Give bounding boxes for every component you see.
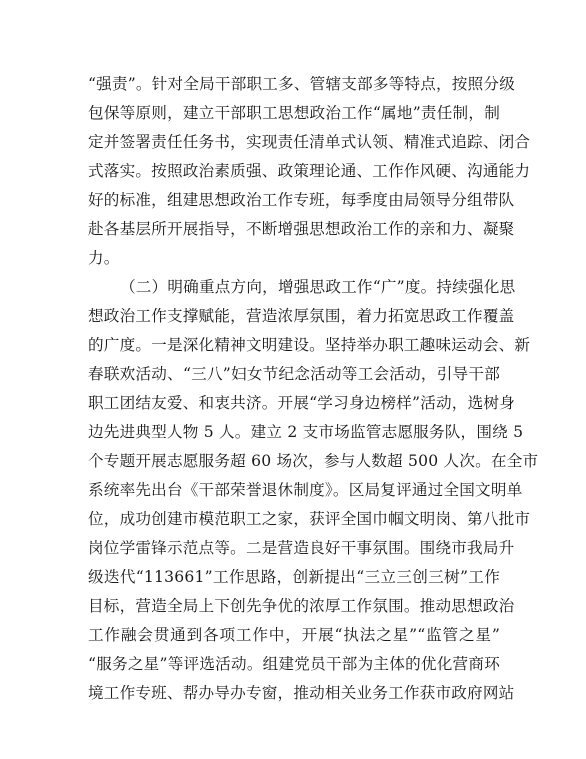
text-line: “服务之星”等评选活动。组建党员干部为主体的优化营商环 (88, 655, 500, 673)
text-line: 的广度。一是深化精神文明建设。坚持举办职工趣味运动会、新 (88, 336, 531, 354)
text-line: 好的标准，组建思想政治工作专班，每季度由局领导分组带队 (88, 191, 515, 209)
text-line: 个专题开展志愿服务超 60 场次，参与人数超 500 人次。在全市 (88, 452, 539, 470)
text-line: 力。 (88, 249, 120, 267)
text-line: “强责”。针对全局干部职工多、管辖支部多等特点，按照分级 (88, 75, 515, 93)
text-line: 境工作专班、帮办导办专窗，推动相关业务工作获市政府网站 (88, 684, 515, 702)
text-line: 系统率先出台《干部荣誉退休制度》。区局复评通过全国文明单 (88, 481, 523, 499)
text-line: 级迭代“113661”工作思路，创新提出“三立三创三树”工作 (88, 568, 500, 586)
text-line: 目标，营造全局上下创先争优的浓厚工作氛围。推动思想政治 (88, 597, 515, 615)
text-line: 想政治工作支撑赋能，营造浓厚氛围，着力拓宽思政工作覆盖 (88, 307, 515, 325)
text-line: 包保等原则，建立干部职工思想政治工作“属地”责任制，制 (88, 104, 500, 122)
text-line: 边先进典型人物 5 人。建立 2 支市场监管志愿服务队，围绕 5 (88, 423, 524, 441)
text-line: 赴各基层所开展指导，不断增强思想政治工作的亲和力、凝聚 (88, 220, 515, 238)
text-line: 春联欢活动、“三八”妇女节纪念活动等工会活动，引导干部 (88, 365, 500, 383)
text-line: 定并签署责任任务书，实现责任清单式认领、精准式追踪、闭合 (88, 133, 531, 151)
section-heading-line: （二）明确重点方向，增强思政工作“广”度。持续强化思 (120, 278, 516, 296)
text-line: 式落实。按照政治素质强、政策理论通、工作作风硬、沟通能力 (88, 162, 531, 180)
text-line: 工作融会贯通到各项工作中，开展“执法之星”“监管之星” (88, 626, 500, 644)
text-line: 职工团结友爱、和衷共济。开展“学习身边榜样”活动，选树身 (88, 394, 515, 412)
text-line: 岗位学雷锋示范点等。二是营造良好干事氛围。围绕市我局升 (88, 539, 515, 557)
text-line: 位，成功创建市模范职工之家，获评全国巾帼文明岗、第八批市 (88, 510, 531, 528)
